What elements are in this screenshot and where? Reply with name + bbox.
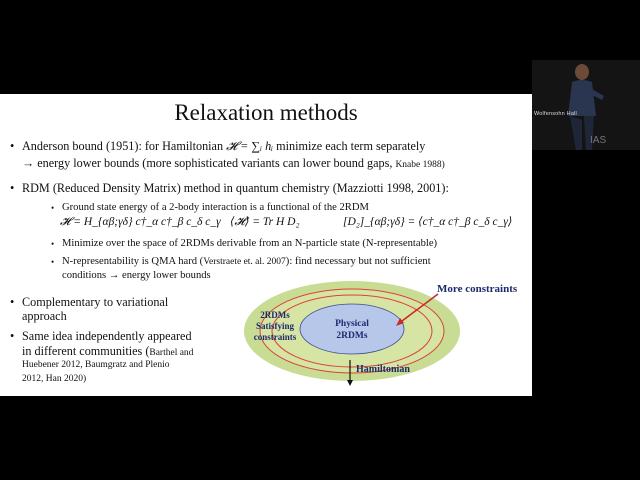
verstraete-citation: Verstraete et. al. 2007 xyxy=(203,257,286,267)
hamiltonian-arrowhead xyxy=(347,380,353,386)
citation-line4: 2012, Han 2020) xyxy=(22,374,87,384)
sub-bullet-qma: • N-representability is QMA hard (Verstraete et. al. 2007): find necessary but not sufficient xyxy=(51,256,431,267)
more-constraints-label: More constraints xyxy=(437,283,518,295)
equation-d2: [D₂]_{αβ;γδ} = ⟨c†_α c†_β c_δ c_γ⟩ xyxy=(343,216,513,228)
bullet-anderson-text-end: minimize each term separately xyxy=(276,139,426,153)
sub-bullet-qma-line2: conditions → energy lower bounds xyxy=(62,270,211,281)
knabe-citation: Knabe 1988) xyxy=(395,160,445,170)
bullet-complementary-line2: approach xyxy=(22,309,67,323)
hamiltonian-label: Hamiltonian xyxy=(356,364,410,375)
bullet-complementary: • Complementary to variational xyxy=(10,295,169,309)
sub-bullet-ground-state: • Ground state energy of a 2-body interaction is a functional of the 2RDM xyxy=(51,202,369,213)
equation-expectation: ⟨𝓗⟩ = Tr H D₂ xyxy=(230,216,300,228)
hall-label: Wolfensohn Hall xyxy=(534,111,577,117)
speaker-figure xyxy=(532,60,640,150)
bullet-rdm: • RDM (Reduced Density Matrix) method in quantum chemistry (Mazziotti 1998, 2001): xyxy=(10,181,449,195)
sub-bullet-minimize: • Minimize over the space of 2RDMs derivable from an N-particle state (N-representable) xyxy=(51,238,438,249)
hamiltonian-sum-formula: 𝓗 = ∑ᵢ hᵢ xyxy=(226,139,274,153)
physical-2rdm-label: Physical 2RDMs xyxy=(335,319,369,341)
bullet-anderson-text: Anderson bound (1951): for Hamiltonian xyxy=(22,139,224,153)
bullet-same-idea: • Same idea independently appeared xyxy=(10,329,192,343)
speaker-video xyxy=(532,60,640,150)
bullet-anderson-line2: → energy lower bounds (more sophisticated variants can lower bound gaps, Knabe 1988) xyxy=(22,156,445,170)
citation-line3: Huebener 2012, Baumgratz and Plenio xyxy=(22,360,170,370)
barthel-citation: Barthel and xyxy=(149,348,194,358)
outer-region-label: 2RDMs Satisfying constraints xyxy=(253,310,297,342)
bullet-same-idea-line2: in different communities (Barthel and xyxy=(22,344,194,358)
slide-title: Relaxation methods xyxy=(174,100,358,125)
bullet-anderson: • Anderson bound (1951): for Hamiltonian 𝓗 = ∑ᵢ hᵢ minimize each term separately xyxy=(10,139,426,153)
ias-logo: IAS xyxy=(590,135,607,146)
equation-hamiltonian: 𝓗 = H_{αβ;γδ} c†_α c†_β c_δ c_γ xyxy=(60,216,221,228)
slide xyxy=(0,94,532,396)
